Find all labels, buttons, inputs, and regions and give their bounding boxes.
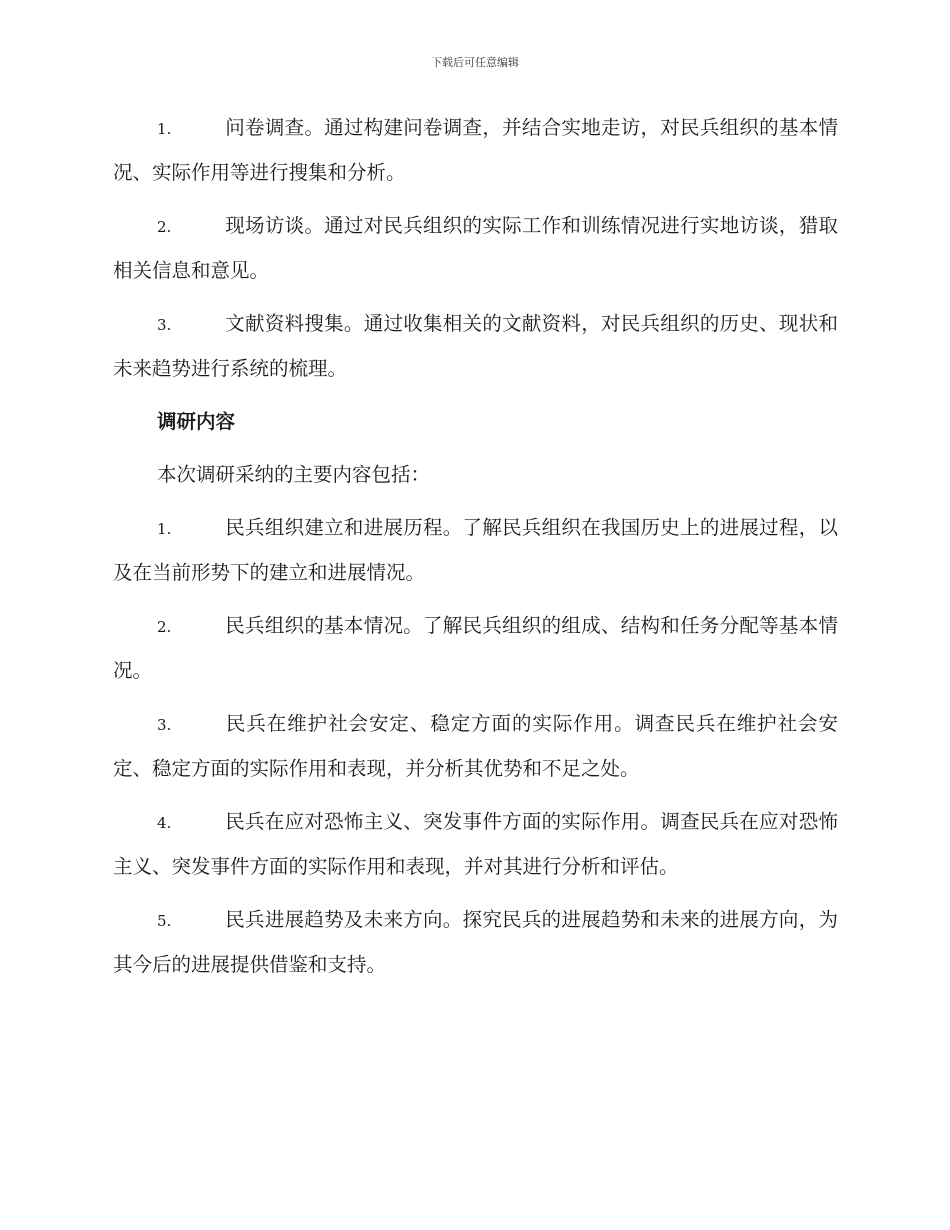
- content-item-4: [113, 800, 838, 888]
- method-item-2: [113, 204, 838, 292]
- list-text: 民兵组织建立和进展历程。了解民兵组织在我国历史上的进展过程，以及在当前形势下的建立和进展情况。: [113, 516, 838, 584]
- list-text: 民兵组织的基本情况。了解民兵组织的组成、结构和任务分配等基本情况。: [113, 614, 838, 682]
- intro-paragraph: 本次调研采纳的主要内容包括：: [157, 463, 431, 486]
- list-number: 3.: [157, 716, 172, 734]
- section-heading: 调研内容: [157, 410, 236, 433]
- list-number: 5.: [157, 912, 172, 930]
- list-text: 问卷调查。通过构建问卷调查，并结合实地走访，对民兵组织的基本情况、实际作用等进行搜集和分析。: [113, 116, 838, 184]
- list-number: 4.: [157, 814, 172, 832]
- content-item-1: [113, 506, 838, 594]
- list-text: 现场访谈。通过对民兵组织的实际工作和训练情况进行实地访谈，猎取相关信息和意见。: [113, 214, 838, 282]
- list-text: 文献资料搜集。通过收集相关的文献资料，对民兵组织的历史、现状和未来趋势进行系统的梳理。: [113, 312, 838, 380]
- list-text: 民兵在维护社会安定、稳定方面的实际作用。调查民兵在维护社会安定、稳定方面的实际作用和表现，并分析其优势和不足之处。: [113, 712, 838, 780]
- document-body: [113, 106, 838, 996]
- list-text: 民兵在应对恐怖主义、突发事件方面的实际作用。调查民兵在应对恐怖主义、突发事件方面的实际作用和表现，并对其进行分析和评估。: [113, 810, 838, 878]
- list-number: 1.: [157, 520, 172, 538]
- method-item-1: [113, 106, 838, 194]
- method-item-3: [113, 302, 838, 390]
- list-number: 1.: [157, 120, 172, 138]
- page-header: 下载后可任意编辑: [431, 56, 519, 69]
- content-item-3: [113, 702, 838, 790]
- content-item-2: [113, 604, 838, 692]
- list-number: 3.: [157, 316, 172, 334]
- content-item-5: [113, 898, 838, 986]
- list-number: 2.: [157, 218, 172, 236]
- list-text: 民兵进展趋势及未来方向。探究民兵的进展趋势和未来的进展方向，为其今后的进展提供借鉴和支持。: [113, 908, 838, 976]
- list-number: 2.: [157, 618, 172, 636]
